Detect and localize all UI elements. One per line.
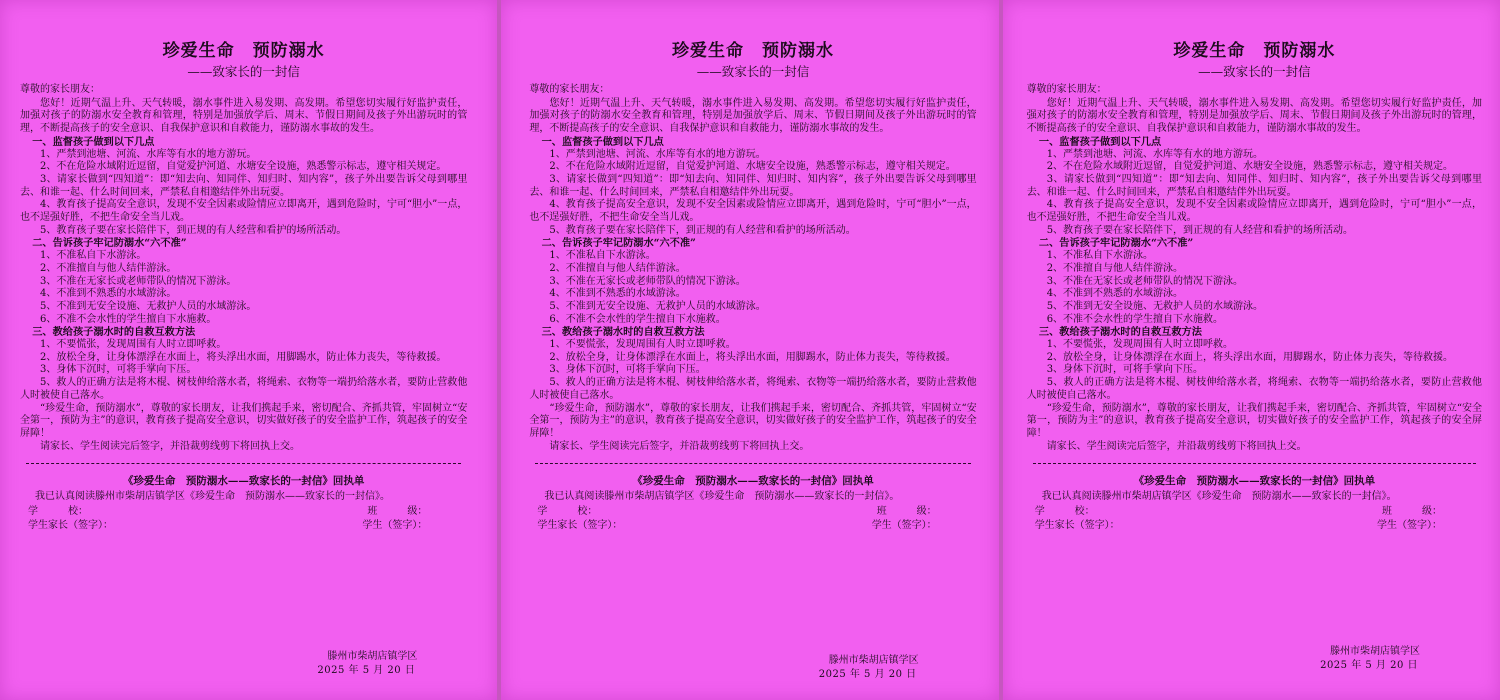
section-2-item: 2、不准擅自与他人结伴游泳。 <box>549 262 686 274</box>
section-1-item: 1、严禁到池塘、河流、水库等有水的地方游玩。 <box>40 148 257 160</box>
issuer-organization: 滕州市柴胡店镇学区 <box>327 651 418 662</box>
section-2-item: 5、不准到无安全设施、无救护人员的水域游泳。 <box>549 300 766 312</box>
notice-sheet-left <box>0 0 497 700</box>
section-1-item: 3、请家长做到“四知道”：即“知去向、知同伴、知归时、知内容”，孩子外出要告诉父母到哪里去、和谁一起、什么时间回来，严禁私自相邀结伴外出玩耍。 <box>1026 173 1483 198</box>
letter-body <box>529 84 976 453</box>
section-1-item: 2、不在危险水域附近逗留，自觉爱护河道、水塘安全设施，熟悉警示标志，遵守相关规定。 <box>549 161 956 173</box>
student-signature-label: 学生（签字）： <box>362 520 428 532</box>
school-class-row <box>529 505 976 519</box>
section-3-item: 1、不要慌张，发现周围有人时立即呼救。 <box>1046 339 1234 351</box>
instruction-line: 请家长、学生阅读完后签字，并沿裁剪线剪下将回执上交。 <box>40 440 300 452</box>
letter-title: 珍爱生命 预防溺水 <box>162 41 325 61</box>
section-1-item: 1、严禁到池塘、河流、水库等有水的地方游玩。 <box>549 148 766 160</box>
closing-paragraph: “珍爱生命，预防溺水”，尊敬的家长朋友，让我们携起手来，密切配合、齐抓共管，牢固树立“安全第一，预防为主”的意识，教育孩子提高安全意识，切实做好孩子的安全监护工作，筑起孩子的安全屏障！ <box>20 402 468 439</box>
issuer-block <box>1003 645 1500 673</box>
section-1-item: 3、请家长做到“四知道”：即“知去向、知同伴、知归时、知内容”，孩子外出要告诉父母到哪里去、和谁一起、什么时间回来，严禁私自相邀结伴外出玩耍。 <box>20 173 468 198</box>
parent-signature-label: 学生家长（签字）： <box>28 520 113 532</box>
section-2-heading: 二、告诉孩子牢记防溺水“六不准” <box>541 237 696 250</box>
school-class-row <box>1027 505 1482 519</box>
section-3-item: 1、不要慌张，发现周围有人时立即呼救。 <box>40 339 227 351</box>
class-label: 班 级： <box>876 506 937 518</box>
letter-subtitle: ——致家长的一封信 <box>1198 64 1311 79</box>
section-2-item: 3、不准在无家长或老师带队的情况下游泳。 <box>549 275 746 287</box>
letter-body <box>1027 84 1482 453</box>
receipt-statement: 我已认真阅读滕州市柴胡店镇学区《珍爱生命 预防溺水——致家长的一封信》。 <box>1041 491 1397 503</box>
school-label: 学 校： <box>537 506 598 518</box>
section-3-item: 5、救人的正确方法是将木棍、树枝伸给落水者，将绳索、衣物等一端扔给落水者，要防止营救他人时被使自己落水。 <box>1026 377 1483 401</box>
section-1-item: 4、教育孩子提高安全意识，发现不安全因素或险情应立即离开，遇到危险时，宁可“胆小”一点，也不逞强好胜，不把生命安全当儿戏。 <box>1026 199 1483 224</box>
section-2-item: 1、不准私自下水游泳。 <box>40 250 147 262</box>
letter-body <box>20 84 467 453</box>
student-signature-label: 学生（签字）： <box>871 520 937 532</box>
issuer-block <box>501 654 998 682</box>
section-1-heading: 一、监督孩子做到以下几点 <box>32 135 155 148</box>
section-2-item: 4、不准到不熟悉的水域游泳。 <box>1046 288 1184 300</box>
instruction-line: 请家长、学生阅读完后签字，并沿裁剪线剪下将回执上交。 <box>549 440 810 452</box>
section-3-item: 2、放松全身，让身体漂浮在水面上，将头浮出水面，用脚踢水，防止体力丧失，等待救援。 <box>549 351 956 363</box>
section-1-heading: 一、监督孩子做到以下几点 <box>541 135 664 148</box>
issue-date: 2025 年 5 月 20 日 <box>317 665 416 676</box>
class-label: 班 级： <box>1382 506 1443 518</box>
section-2-item: 4、不准到不熟悉的水域游泳。 <box>549 288 686 300</box>
section-2-item: 1、不准私自下水游泳。 <box>549 250 656 262</box>
section-3-item: 5、救人的正确方法是将木棍、树枝伸给落水者，将绳索、衣物等一端扔给落水者，要防止营救他人时被使自己落水。 <box>529 377 977 401</box>
section-1-item: 5、教育孩子要在家长陪伴下，到正规的有人经营和看护的场所活动。 <box>40 224 347 236</box>
section-3-heading: 三、教给孩子溺水时的自救互救方法 <box>541 326 705 339</box>
instruction-line: 请家长、学生阅读完后签字，并沿裁剪线剪下将回执上交。 <box>1046 440 1307 452</box>
letter-subtitle: ——致家长的一封信 <box>187 64 300 79</box>
section-3-item: 5、救人的正确方法是将木棍、树枝伸给落水者，将绳索、衣物等一端扔给落水者，要防止营救他人时被使自己落水。 <box>20 377 468 401</box>
issuer-organization: 滕州市柴胡店镇学区 <box>828 655 919 666</box>
receipt-title: 《珍爱生命 预防溺水——致家长的一封信》回执单 <box>122 475 365 488</box>
section-2-heading: 二、告诉孩子牢记防溺水“六不准” <box>32 237 187 250</box>
issue-date: 2025 年 5 月 20 日 <box>1320 660 1419 671</box>
student-signature-label: 学生（签字）： <box>1377 520 1443 532</box>
section-2-item: 6、不准不会水性的学生擅自下水施救。 <box>1046 313 1224 325</box>
section-2-item: 2、不准擅自与他人结伴游泳。 <box>1046 262 1184 274</box>
signature-row <box>529 519 976 533</box>
cut-line <box>26 463 461 464</box>
receipt-title: 《珍爱生命 预防溺水——致家长的一封信》回执单 <box>1133 475 1376 488</box>
letter-subtitle: ——致家长的一封信 <box>696 64 810 79</box>
section-2-item: 3、不准在无家长或老师带队的情况下游泳。 <box>40 275 237 287</box>
section-2-item: 1、不准私自下水游泳。 <box>1046 250 1154 262</box>
school-label: 学 校： <box>1034 506 1095 518</box>
cut-line <box>535 463 970 464</box>
signature-row <box>1027 519 1482 533</box>
issue-date: 2025 年 5 月 20 日 <box>818 669 917 680</box>
section-3-item: 3、身体下沉时，可将手掌向下压。 <box>1046 364 1204 376</box>
intro-paragraph: 您好！近期气温上升、天气转暖，溺水事件进入易发期、高发期。希望您切实履行好监护责任，加强对孩子的防溺水安全教育和管理，特别是加强放学后、周末、节假日期间及孩子外出游玩时的管理，不断提高孩子的安全意识、自我保护意识和自救能力，谨防溺水事故的发生。 <box>529 97 977 135</box>
section-2-item: 3、不准在无家长或老师带队的情况下游泳。 <box>1046 275 1244 287</box>
parent-signature-label: 学生家长（签字）： <box>537 520 623 532</box>
section-3-item: 1、不要慌张，发现周围有人时立即呼救。 <box>549 339 736 351</box>
section-2-item: 4、不准到不熟悉的水域游泳。 <box>40 288 177 300</box>
school-class-row <box>20 505 467 519</box>
section-2-item: 6、不准不会水性的学生擅自下水施救。 <box>549 313 726 325</box>
issuer-block <box>0 650 497 678</box>
receipt-title: 《珍爱生命 预防溺水——致家长的一封信》回执单 <box>632 475 874 488</box>
school-label: 学 校： <box>28 506 88 518</box>
section-3-item: 3、身体下沉时，可将手掌向下压。 <box>549 364 706 376</box>
section-3-item: 3、身体下沉时，可将手掌向下压。 <box>40 364 197 376</box>
class-label: 班 级： <box>367 506 428 518</box>
section-3-heading: 三、教给孩子溺水时的自救互救方法 <box>1038 326 1202 339</box>
closing-paragraph: “珍爱生命，预防溺水”，尊敬的家长朋友，让我们携起手来，密切配合、齐抓共管，牢固树立“安全第一，预防为主”的意识，教育孩子提高安全意识，切实做好孩子的安全监护工作，筑起孩子的安全屏障！ <box>529 402 977 439</box>
section-2-heading: 二、告诉孩子牢记防溺水“六不准” <box>1038 237 1194 250</box>
section-1-item: 2、不在危险水域附近逗留，自觉爱护河道、水塘安全设施，熟悉警示标志，遵守相关规定。 <box>40 161 447 173</box>
section-1-item: 5、教育孩子要在家长陪伴下，到正规的有人经营和看护的场所活动。 <box>549 224 856 236</box>
section-2-item: 5、不准到无安全设施、无救护人员的水域游泳。 <box>1046 300 1264 312</box>
salutation: 尊敬的家长朋友： <box>529 84 610 95</box>
parent-signature-label: 学生家长（签字）： <box>1034 520 1120 532</box>
section-3-heading: 三、教给孩子溺水时的自救互救方法 <box>32 326 196 339</box>
salutation: 尊敬的家长朋友： <box>20 84 100 95</box>
notice-sheet-middle <box>501 0 998 700</box>
letter-title: 珍爱生命 预防溺水 <box>672 41 835 61</box>
receipt-statement: 我已认真阅读滕州市柴胡店镇学区《珍爱生命 预防溺水——致家长的一封信》。 <box>35 491 390 503</box>
section-1-item: 3、请家长做到“四知道”：即“知去向、知同伴、知归时、知内容”，孩子外出要告诉父母到哪里去、和谁一起、什么时间回来，严禁私自相邀结伴外出玩耍。 <box>529 173 977 198</box>
section-1-item: 4、教育孩子提高安全意识，发现不安全因素或险情应立即离开，遇到危险时，宁可“胆小”一点，也不逞强好胜，不把生命安全当儿戏。 <box>529 199 977 224</box>
cut-line <box>1033 463 1476 464</box>
section-1-heading: 一、监督孩子做到以下几点 <box>1038 135 1162 148</box>
section-2-item: 2、不准擅自与他人结伴游泳。 <box>40 262 177 274</box>
receipt-statement: 我已认真阅读滕州市柴胡店镇学区《珍爱生命 预防溺水——致家长的一封信》。 <box>544 491 900 503</box>
signature-row <box>20 519 467 533</box>
notice-sheet-right <box>1003 0 1500 700</box>
closing-paragraph: “珍爱生命，预防溺水”，尊敬的家长朋友，让我们携起手来，密切配合、齐抓共管，牢固树立“安全第一，预防为主”的意识，教育孩子提高安全意识，切实做好孩子的安全监护工作，筑起孩子的安全屏障！ <box>1026 402 1483 439</box>
section-3-item: 2、放松全身，让身体漂浮在水面上，将头浮出水面，用脚踢水，防止体力丧失，等待救援。 <box>1046 351 1454 363</box>
section-3-item: 2、放松全身，让身体漂浮在水面上，将头浮出水面，用脚踢水，防止体力丧失，等待救援。 <box>40 351 447 363</box>
letter-title: 珍爱生命 预防溺水 <box>1173 41 1336 61</box>
section-2-item: 5、不准到无安全设施、无救护人员的水域游泳。 <box>40 300 257 312</box>
issuer-organization: 滕州市柴胡店镇学区 <box>1330 646 1421 657</box>
section-1-item: 4、教育孩子提高安全意识，发现不安全因素或险情应立即离开，遇到危险时，宁可“胆小”一点，也不逞强好胜，不把生命安全当儿戏。 <box>20 199 468 224</box>
section-2-item: 6、不准不会水性的学生擅自下水施救。 <box>40 313 217 325</box>
section-1-item: 2、不在危险水域附近逗留，自觉爱护河道、水塘安全设施，熟悉警示标志，遵守相关规定。 <box>1046 161 1454 173</box>
intro-paragraph: 您好！近期气温上升、天气转暖，溺水事件进入易发期、高发期。希望您切实履行好监护责任，加强对孩子的防溺水安全教育和管理，特别是加强放学后、周末、节假日期间及孩子外出游玩时的管理，不断提高孩子的安全意识、自我保护意识和自救能力，谨防溺水事故的发生。 <box>20 97 468 135</box>
section-1-item: 1、严禁到池塘、河流、水库等有水的地方游玩。 <box>1046 148 1264 160</box>
intro-paragraph: 您好！近期气温上升、天气转暖，溺水事件进入易发期、高发期。希望您切实履行好监护责任，加强对孩子的防溺水安全教育和管理，特别是加强放学后、周末、节假日期间及孩子外出游玩时的管理，不断提高孩子的安全意识、自我保护意识和自救能力，谨防溺水事故的发生。 <box>1026 97 1483 135</box>
salutation: 尊敬的家长朋友： <box>1026 84 1107 95</box>
section-1-item: 5、教育孩子要在家长陪伴下，到正规的有人经营和看护的场所活动。 <box>1046 224 1354 236</box>
